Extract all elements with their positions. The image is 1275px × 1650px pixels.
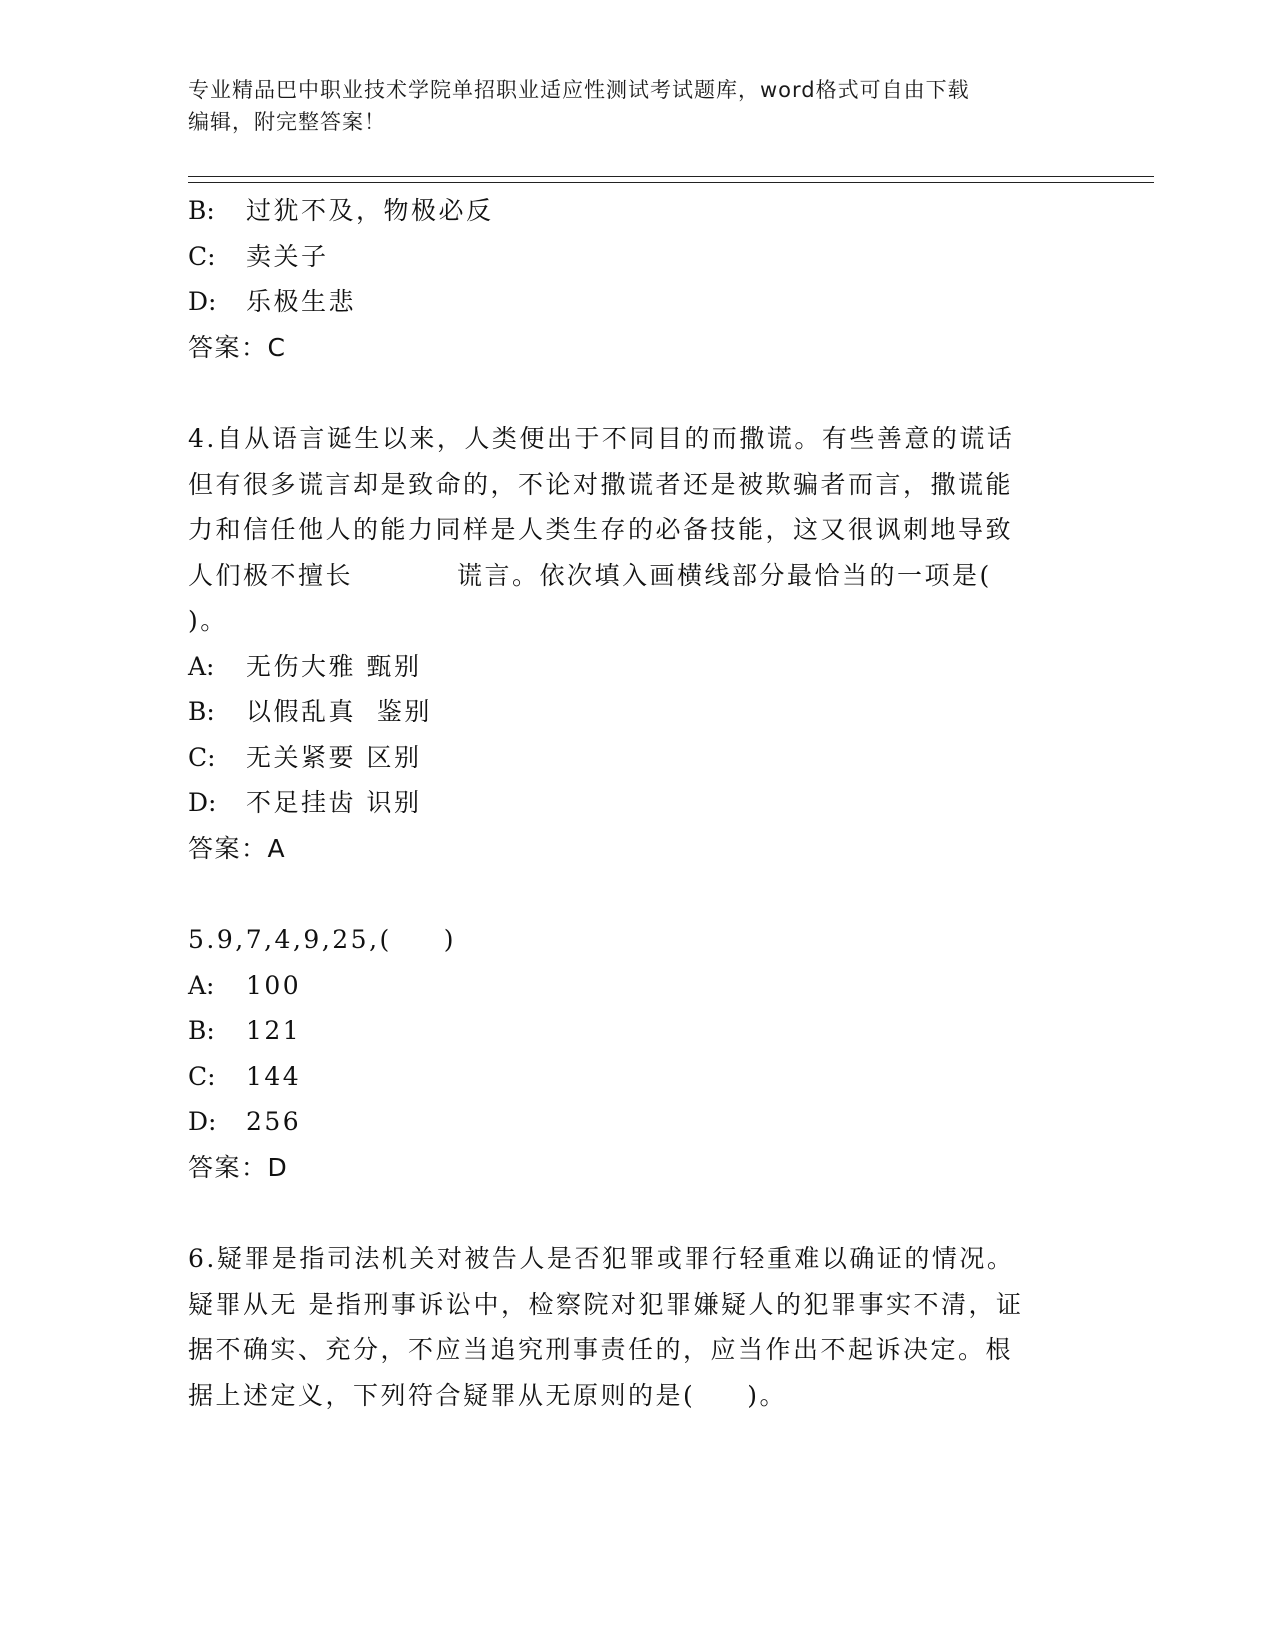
option-letter: D: xyxy=(188,788,217,817)
option-text: 无关紧要 区别 xyxy=(246,742,422,772)
option-a xyxy=(188,963,1088,1009)
question-stem-line: 力和信任他人的能力同样是人类生存的必备技能，这又很讽刺地导致 xyxy=(188,515,1014,544)
question-4 xyxy=(188,416,1088,871)
option-d xyxy=(188,780,1088,826)
answer-line: 答案：A xyxy=(188,833,287,863)
option-letter: C: xyxy=(188,742,216,772)
option-letter: B: xyxy=(188,1016,215,1045)
question-stem-line xyxy=(188,917,1088,963)
option-text: 100 xyxy=(246,970,302,1000)
option-text: 以假乱真 鉴别 xyxy=(246,697,432,726)
option-letter: D: xyxy=(188,287,217,316)
stem-text: 据上述定义，下列符合疑罪从无原则的是( xyxy=(188,1380,696,1410)
header-line-1: 专业精品巴中职业技术学院单招职业适应性测试考试题库，word格式可自由下载 xyxy=(188,78,970,102)
document-header xyxy=(188,74,1088,138)
option-text: 256 xyxy=(246,1107,302,1136)
question-stem-line xyxy=(188,553,1088,599)
question-stem-line: 6.疑罪是指司法机关对被告人是否犯罪或罪行轻重难以确证的情况。 xyxy=(188,1244,1015,1273)
question-6 xyxy=(188,1236,1088,1418)
option-letter: C: xyxy=(188,241,216,271)
answer-line: 答案：D xyxy=(188,1152,289,1182)
stem-text: 人们极不擅长 xyxy=(188,560,354,590)
option-letter: C: xyxy=(188,1061,216,1091)
answer-line: 答案：C xyxy=(188,332,287,362)
option-letter: B: xyxy=(188,196,215,225)
option-letter: A: xyxy=(188,970,215,1000)
stem-text: 5.9,7,4,9,25,( xyxy=(188,925,392,954)
option-letter: A: xyxy=(188,651,215,681)
question-stem-line: )。 xyxy=(188,606,228,635)
header-rule-top xyxy=(188,176,1154,177)
option-b xyxy=(188,1008,1088,1054)
option-c xyxy=(188,234,1088,280)
question-stem-line xyxy=(188,1373,1088,1419)
question-stem-line: 但有很多谎言却是致命的，不论对撒谎者还是被欺骗者而言，撒谎能 xyxy=(188,469,1014,499)
option-b xyxy=(188,689,1088,735)
spacer xyxy=(188,871,1088,917)
question-stem-line: 4.自从语言诞生以来，人类便出于不同目的而撒谎。有些善意的谎话 xyxy=(188,424,1015,453)
option-text: 不足挂齿 识别 xyxy=(246,788,422,817)
stem-text: 谎言。依次填入画横线部分最恰当的一项是( xyxy=(457,560,992,590)
question-3 xyxy=(188,188,1088,370)
option-letter: D: xyxy=(188,1107,217,1136)
option-c xyxy=(188,1054,1088,1100)
option-text: 144 xyxy=(246,1061,302,1091)
header-rule-bottom xyxy=(188,182,1154,183)
spacer xyxy=(188,370,1088,416)
stem-text: ) xyxy=(443,925,457,954)
option-text: 过犹不及，物极必反 xyxy=(246,196,494,225)
option-text: 无伤大雅 甄别 xyxy=(246,651,422,681)
option-a xyxy=(188,644,1088,690)
option-b xyxy=(188,188,1088,234)
question-stem-line: 疑罪从无 是指刑事诉讼中，检察院对犯罪嫌疑人的犯罪事实不清，证 xyxy=(188,1289,1024,1319)
header-line-2: 编辑，附完整答案！ xyxy=(188,110,386,134)
option-d xyxy=(188,279,1088,325)
option-c xyxy=(188,735,1088,781)
spacer xyxy=(188,1190,1088,1236)
option-d xyxy=(188,1099,1088,1145)
question-5 xyxy=(188,917,1088,1190)
option-text: 卖关子 xyxy=(246,241,329,271)
question-stem-line: 据不确实、充分，不应当追究刑事责任的，应当作出不起诉决定。根 xyxy=(188,1335,1014,1364)
question-content xyxy=(188,188,1088,1418)
option-text: 乐极生悲 xyxy=(246,287,357,316)
option-text: 121 xyxy=(246,1016,302,1045)
stem-text: )。 xyxy=(747,1380,788,1410)
option-letter: B: xyxy=(188,697,215,726)
